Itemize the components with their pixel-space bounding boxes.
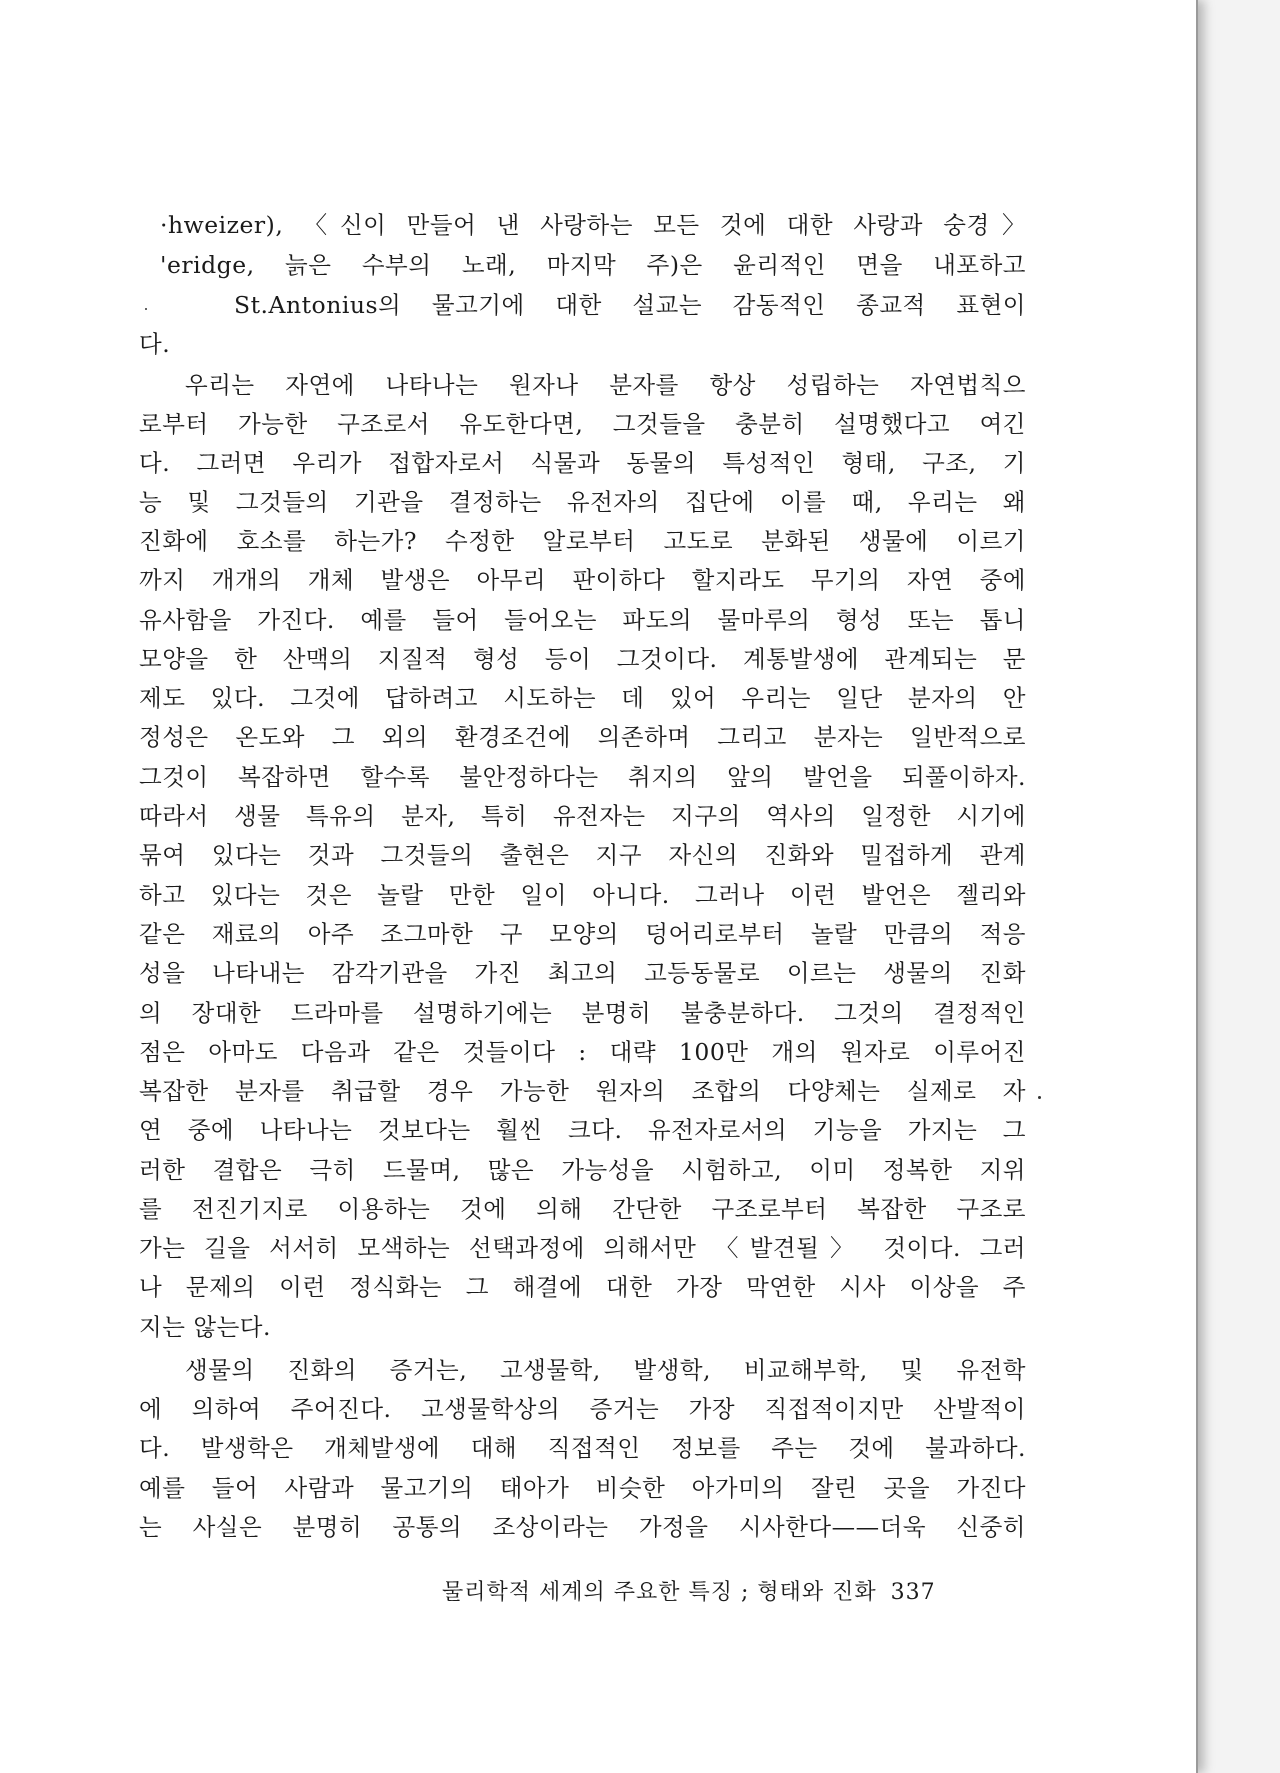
page-footer — [442, 1575, 936, 1606]
scan-speck — [1038, 1096, 1041, 1099]
text-line: 는 사실은 분명히 공통의 조상이라는 가정을 시사한다——더욱 신중히 — [139, 1513, 1026, 1541]
text-line: 하고 있다는 것은 놀랄 만한 일이 아니다. 그러나 이런 발언은 젤리와 — [139, 881, 1026, 909]
text-line: 를 전진기지로 이용하는 것에 의해 간단한 구조로부터 복잡한 구조로 — [139, 1195, 1026, 1223]
text-line: 나 문제의 이런 정식화는 그 해결에 대한 가장 막연한 시사 이상을 주 — [139, 1273, 1026, 1301]
text-line: 까지 개개의 개체 발생은 아무리 판이하다 할지라도 무기의 자연 중에 — [139, 566, 1026, 594]
text-line: 다. 발생학은 개체발생에 대해 직접적인 정보를 주는 것에 불과하다. — [139, 1434, 1026, 1462]
text-line: 지는 않는다. — [139, 1313, 271, 1341]
text-line: St.Antonius의 물고기에 대한 설교는 감동적인 종교적 표현이 — [234, 291, 1026, 319]
text-line: 따라서 생물 특유의 분자, 특히 유전자는 지구의 역사의 일정한 시기에 — [139, 802, 1026, 830]
text-line: 다. 그러면 우리가 접합자로서 식물과 동물의 특성적인 형태, 구조, 기 — [139, 449, 1026, 477]
text-line: 예를 들어 사람과 물고기의 태아가 비슷한 아가미의 잘린 곳을 가진다 — [139, 1474, 1026, 1502]
text-line: 러한 결합은 극히 드물며, 많은 가능성을 시험하고, 이미 정복한 지위 — [139, 1156, 1026, 1184]
text-line: 진화에 호소를 하는가? 수정한 알로부터 고도로 분화된 생물에 이르기 — [139, 527, 1026, 555]
text-line: 모양을 한 산맥의 지질적 형성 등이 그것이다. 계통발생에 관계되는 문 — [139, 645, 1026, 673]
text-line: 그것이 복잡하면 할수록 불안정하다는 취지의 앞의 발언을 되풀이하자. — [139, 763, 1026, 791]
text-line: 성을 나타내는 감각기관을 가진 최고의 고등동물로 이르는 생물의 진화 — [139, 959, 1026, 987]
text-line: 유사함을 가진다. 예를 들어 들어오는 파도의 물마루의 형성 또는 톱니 — [139, 606, 1026, 634]
page-number: 337 — [890, 1580, 936, 1605]
text-line: 제도 있다. 그것에 답하려고 시도하는 데 있어 우리는 일단 분자의 안 — [139, 684, 1026, 712]
text-line: 가는 길을 서서히 모색하는 선택과정에 의해서만 〈발견될〉 것이다. 그러 — [139, 1234, 1026, 1262]
text-line: 정성은 온도와 그 외의 환경조건에 의존하며 그리고 분자는 일반적으로 — [139, 723, 1026, 751]
text-line: 우리는 자연에 나타나는 원자나 분자를 항상 성립하는 자연법칙으 — [185, 371, 1026, 399]
text-line: 로부터 가능한 구조로서 유도한다면, 그것들을 충분히 설명했다고 여긴 — [139, 410, 1026, 438]
scan-speck — [145, 308, 147, 310]
text-line: 다. — [139, 330, 171, 358]
text-line: 의 장대한 드라마를 설명하기에는 분명히 불충분하다. 그것의 결정적인 — [139, 999, 1026, 1027]
text-line: 능 및 그것들의 기관을 결정하는 유전자의 집단에 이를 때, 우리는 왜 — [139, 488, 1026, 516]
text-line: 점은 아마도 다음과 같은 것들이다 : 대략 100만 개의 원자로 이루어진 — [139, 1038, 1026, 1066]
text-line: 묶여 있다는 것과 그것들의 출현은 지구 자신의 진화와 밀접하게 관계 — [139, 841, 1026, 869]
text-line: 'eridge, 늙은 수부의 노래, 마지막 주)은 윤리적인 면을 내포하고 — [160, 251, 1026, 279]
running-title: 물리학적 세계의 주요한 특징 ; 형태와 진화 — [442, 1580, 877, 1605]
text-line: 에 의하여 주어진다. 고생물학상의 증거는 가장 직접적이지만 산발적이 — [139, 1395, 1026, 1423]
text-line: 복잡한 분자를 취급할 경우 가능한 원자의 조합의 다양체는 실제로 자 — [139, 1077, 1026, 1105]
text-line: 같은 재료의 아주 조그마한 구 모양의 덩어리로부터 놀랄 만큼의 적응 — [139, 920, 1026, 948]
text-line: 연 중에 나타나는 것보다는 훨씬 크다. 유전자로서의 기능을 가지는 그 — [139, 1116, 1026, 1144]
text-line: 생물의 진화의 증거는, 고생물학, 발생학, 비교해부학, 및 유전학 — [185, 1356, 1026, 1384]
text-line: ·hweizer), 〈신이 만들어 낸 사랑하는 모든 것에 대한 사랑과 숭경〉 — [160, 211, 1026, 239]
